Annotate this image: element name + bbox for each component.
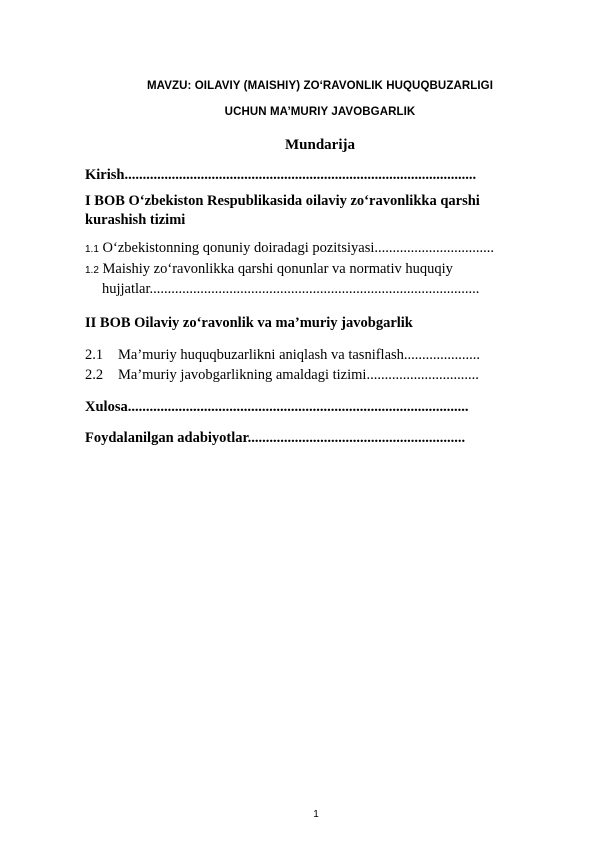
section-number: 2.1	[85, 347, 104, 363]
section-number: 2.2	[85, 367, 104, 383]
toc-chapter1-title-line-2: kurashish tizimi	[85, 212, 186, 228]
section-number: 1.1	[85, 244, 99, 255]
section-text: Maishiy zo‘ravonlikka qarshi qonunlar va normativ huquqiy	[102, 261, 453, 277]
section-text: Ma’muriy huquqbuzarlikni aniqlash va tasniflash.....................	[118, 347, 481, 363]
toc-section-2-1	[85, 347, 480, 364]
topic-title-line-1: MAVZU: OILAVIY (MAISHIY) ZO‘RAVONLIK HUQUQBUZARLIGI	[146, 80, 494, 92]
toc-chapter1-title-line-1: I BOB O‘zbekiston Respublikasida oilaviy zo‘ravonlikka qarshi	[85, 193, 480, 209]
toc-intro: Kirish.................................................................................................	[85, 167, 477, 183]
topic-title-line-2: UCHUN MA’MURIY JAVOBGARLIK	[224, 106, 416, 118]
toc-chapter2-title: II BOB Oilaviy zo‘ravonlik va ma’muriy javobgarlik	[85, 315, 413, 331]
toc-section-1-2-continued: hujjatlar...........................................................................................	[102, 281, 480, 297]
contents-heading: Mundarija	[284, 137, 355, 153]
section-text: O‘zbekistonning qonuniy doiradagi pozitsiyasi.................................	[102, 240, 494, 256]
toc-section-1-2	[85, 261, 453, 278]
toc-references: Foydalanilgan adabiyotlar............................................................	[85, 430, 466, 446]
toc-section-1-1	[85, 240, 494, 257]
section-number: 1.2	[85, 265, 99, 276]
section-text: Ma’muriy javobgarlikning amaldagi tizimi...............................	[118, 367, 479, 383]
page-number: 1	[313, 809, 319, 820]
toc-conclusion: Xulosa..............................................................................................	[85, 399, 469, 415]
toc-section-2-2	[85, 367, 479, 384]
